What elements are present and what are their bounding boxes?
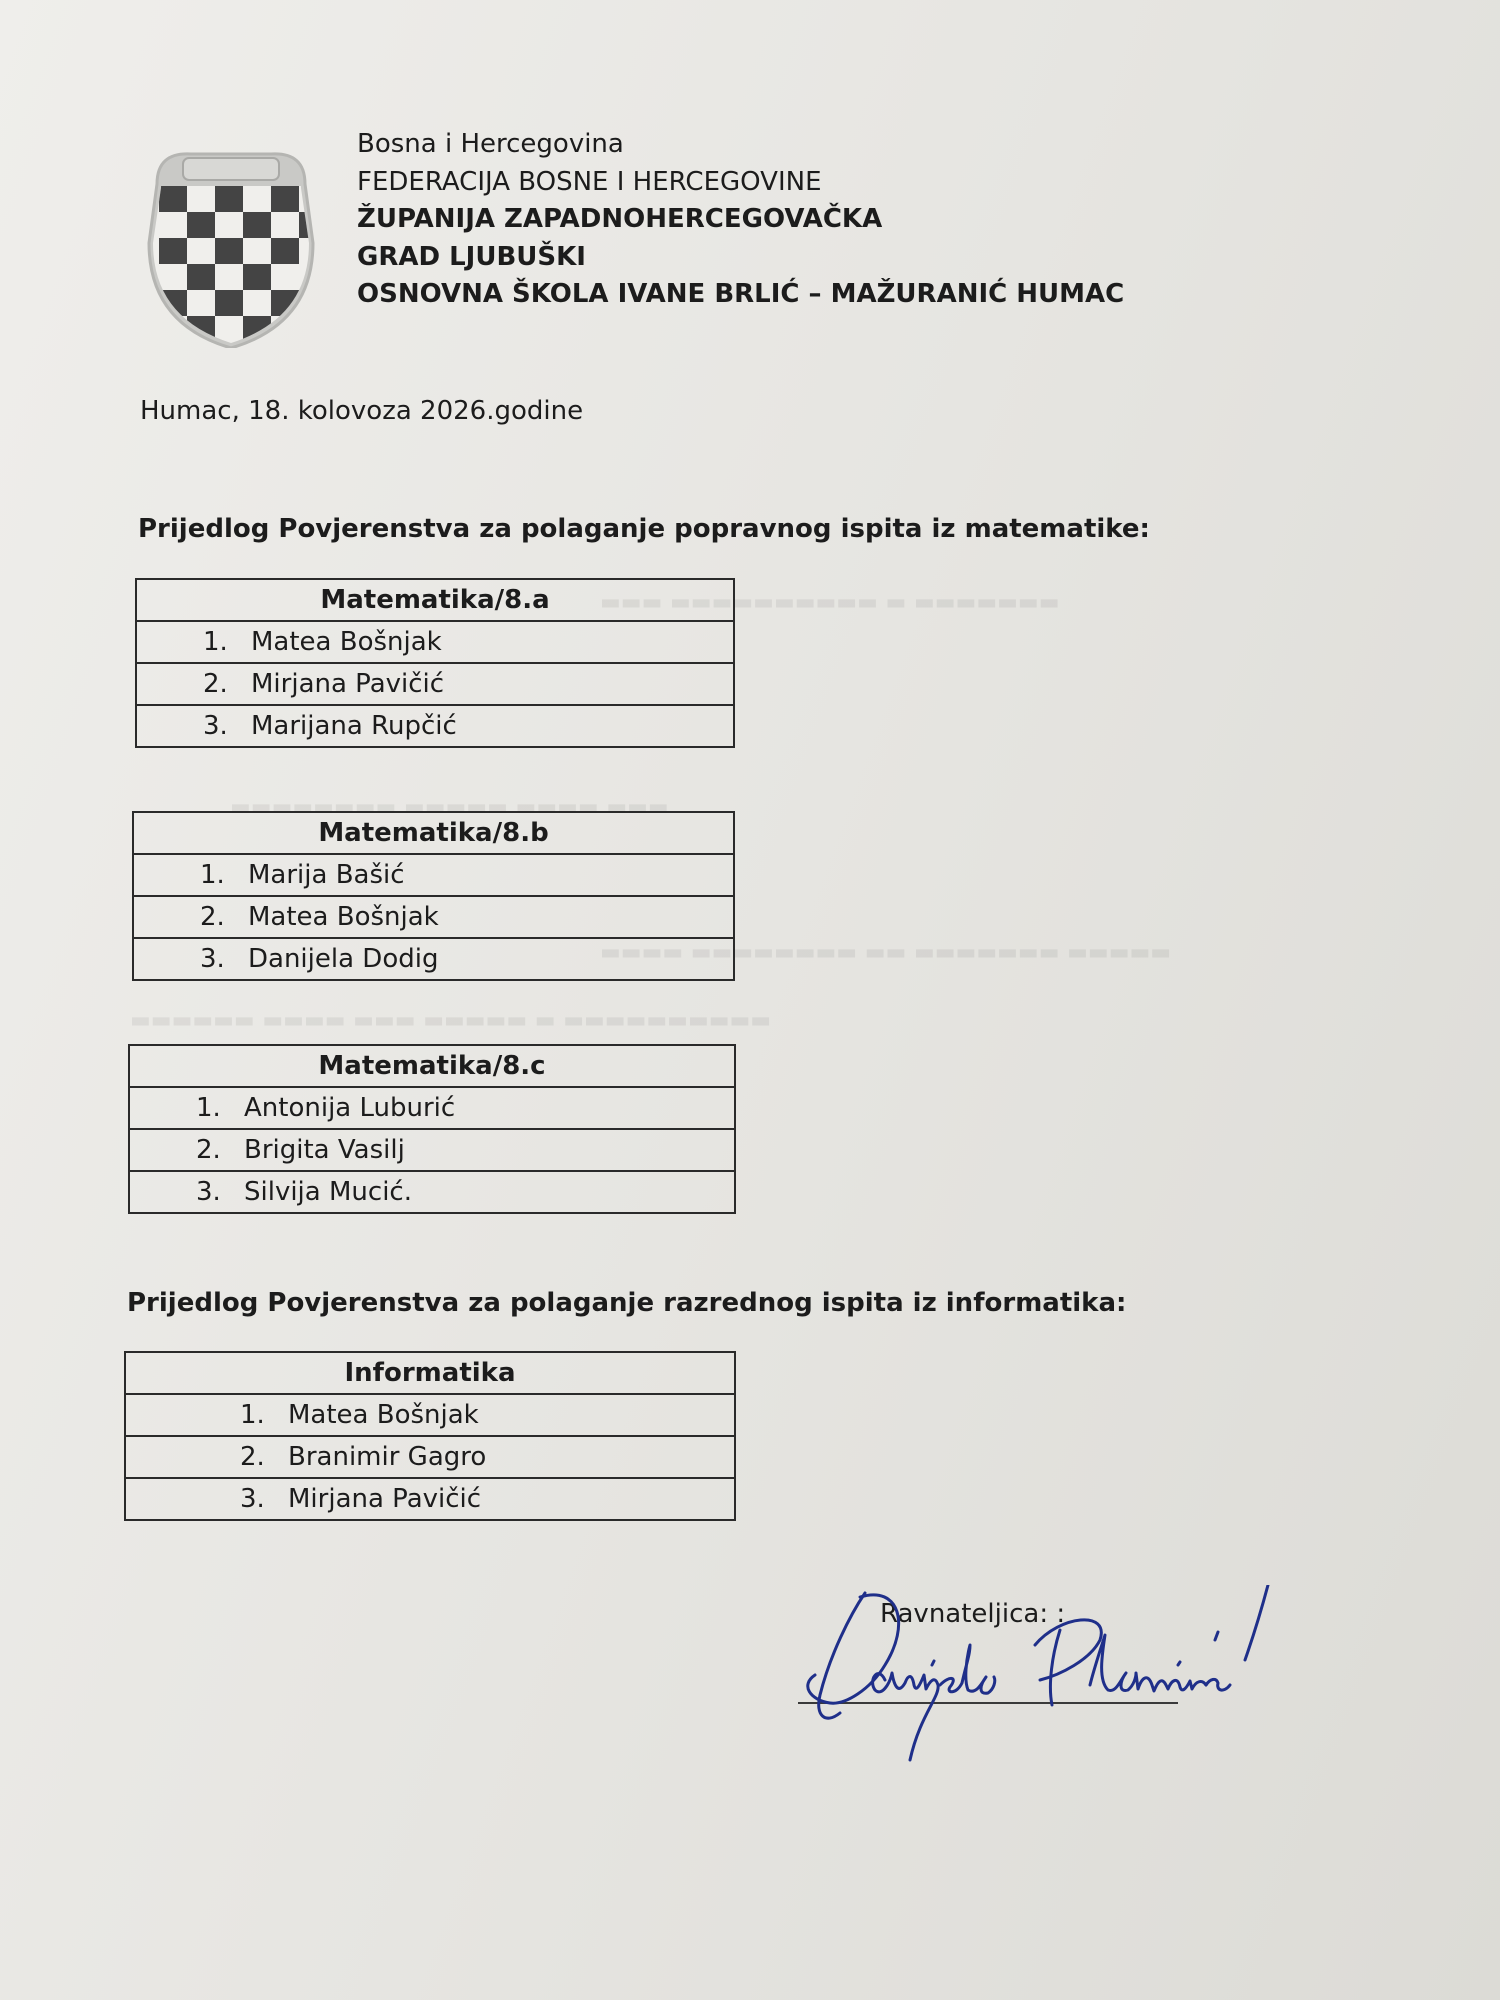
table-row	[133, 854, 734, 896]
signature-label: Ravnateljica: :	[880, 1599, 1066, 1629]
table-row	[125, 1394, 735, 1436]
student-name: Matea Bošnjak	[288, 1400, 479, 1430]
table-row	[129, 1129, 735, 1171]
row-number: 1.	[203, 627, 228, 657]
row-number: 2.	[240, 1442, 265, 1472]
student-name: Antonija Luburić	[244, 1093, 456, 1123]
row-number: 3.	[200, 944, 225, 974]
table-heading: Matematika/8.c	[129, 1045, 735, 1087]
student-name: Mirjana Pavičić	[251, 669, 445, 699]
table-row	[133, 896, 734, 938]
table-row	[133, 938, 734, 980]
table-row	[136, 663, 734, 705]
row-number: 3.	[240, 1484, 265, 1514]
row-number: 3.	[196, 1177, 221, 1207]
student-name: Danijela Dodig	[248, 944, 439, 974]
table-row	[125, 1436, 735, 1478]
table-row	[125, 1478, 735, 1520]
header-school: OSNOVNA ŠKOLA IVANE BRLIĆ – MAŽURANIĆ HUMAC	[357, 279, 1125, 309]
student-name: Silvija Mucić.	[244, 1177, 412, 1207]
header-county: ŽUPANIJA ZAPADNOHERCEGOVAČKA	[357, 204, 883, 234]
table-row	[129, 1087, 735, 1129]
row-number: 1.	[240, 1400, 265, 1430]
student-name: Mirjana Pavičić	[288, 1484, 482, 1514]
bleed-through-text: ▬▬▬▬▬▬ ▬▬▬▬ ▬▬▬ ▬▬▬▬▬ ▬ ▬▬▬▬▬▬▬▬▬▬	[130, 1008, 772, 1033]
table-matematika-8c	[128, 1044, 736, 1214]
row-number: 2.	[203, 669, 228, 699]
student-name: Branimir Gagro	[288, 1442, 487, 1472]
student-name: Marija Bašić	[248, 860, 405, 890]
row-number: 1.	[200, 860, 225, 890]
student-name: Brigita Vasilj	[244, 1135, 405, 1165]
table-row	[136, 621, 734, 663]
table-heading: Matematika/8.a	[136, 579, 734, 621]
bleed-through-text: ▬▬▬▬▬▬▬▬ ▬▬▬▬▬ ▬▬▬▬ ▬▬▬	[230, 795, 669, 820]
student-name: Matea Bošnjak	[251, 627, 442, 657]
section-title-math: Prijedlog Povjerenstva za polaganje popravnog ispita iz matematike:	[138, 514, 1150, 544]
bleed-through-text: ▬▬▬▬ ▬▬▬▬▬▬▬▬ ▬▬ ▬▬▬▬▬▬▬ ▬▬▬▬▬	[600, 940, 1172, 965]
bleed-through-text: ▬▬▬ ▬▬▬▬▬▬▬▬▬▬ ▬ ▬▬▬▬▬▬▬	[600, 590, 1060, 615]
header-city: GRAD LJUBUŠKI	[357, 241, 586, 272]
student-name: Matea Bošnjak	[248, 902, 439, 932]
document-date: Humac, 18. kolovoza 2026.godine	[140, 396, 584, 426]
table-heading: Informatika	[125, 1352, 735, 1394]
table-row	[136, 705, 734, 747]
table-informatika	[124, 1351, 736, 1521]
table-heading: Matematika/8.b	[133, 812, 734, 854]
handwritten-signature-icon	[790, 1585, 1350, 1785]
row-number: 2.	[196, 1135, 221, 1165]
row-number: 1.	[196, 1093, 221, 1123]
coat-of-arms-icon	[141, 148, 321, 348]
table-matematika-8a	[135, 578, 735, 748]
row-number: 2.	[200, 902, 225, 932]
student-name: Marijana Rupčić	[251, 711, 457, 741]
header-country: Bosna i Hercegovina	[357, 129, 624, 159]
table-matematika-8b	[132, 811, 735, 981]
row-number: 3.	[203, 711, 228, 741]
letterhead	[135, 120, 1135, 340]
table-row	[129, 1171, 735, 1213]
header-federation: FEDERACIJA BOSNE I HERCEGOVINE	[357, 166, 822, 197]
signature-block	[790, 1585, 1350, 1785]
section-title-informatika: Prijedlog Povjerenstva za polaganje razrednog ispita iz informatika:	[127, 1288, 1127, 1318]
